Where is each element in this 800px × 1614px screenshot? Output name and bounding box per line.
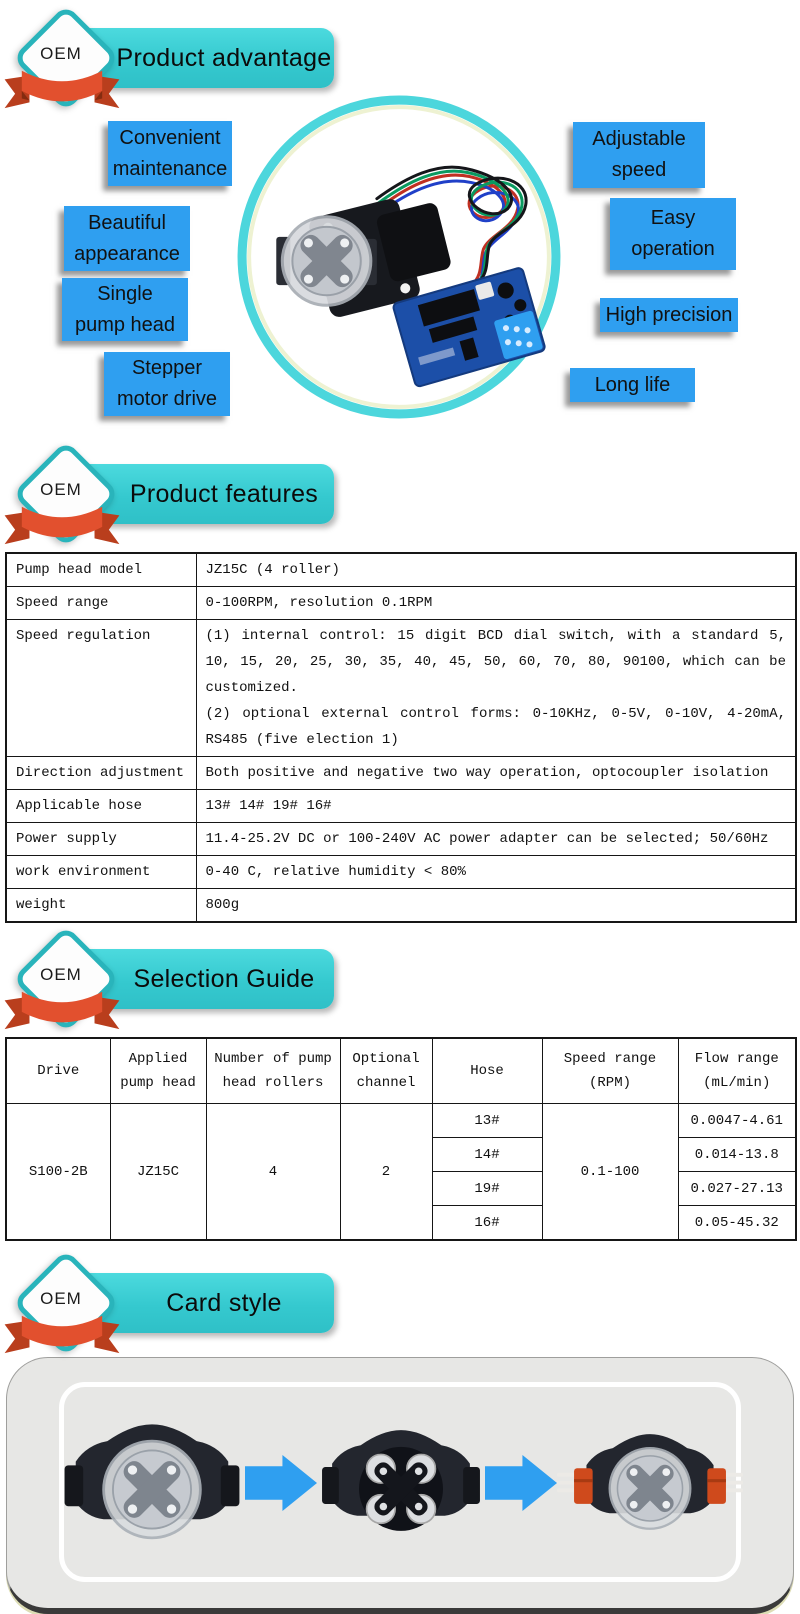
section-title-card-style: Card style xyxy=(166,1288,282,1317)
cell-rollers: 4 xyxy=(206,1104,340,1241)
cell-hose: 16# xyxy=(432,1206,542,1241)
product-photo-circle xyxy=(230,88,568,426)
feature-value: 11.4-25.2V DC or 100-240V AC power adapter can be selected; 50/60Hz xyxy=(196,823,796,856)
features-table xyxy=(5,552,797,923)
advantage-label-easy-operation: Easy operation xyxy=(610,198,736,270)
advantage-label-long-life: Long life xyxy=(570,368,695,402)
table-row xyxy=(6,1104,796,1138)
cell-flow: 0.014-13.8 xyxy=(678,1138,796,1172)
table-row xyxy=(6,856,796,889)
oem-badge-label: OEM xyxy=(40,480,82,499)
arrow-right-icon xyxy=(485,1455,557,1511)
feature-label: Speed range xyxy=(6,587,196,620)
col-header-channel: Optional channel xyxy=(340,1038,432,1104)
feature-label: weight xyxy=(6,889,196,923)
feature-label: Pump head model xyxy=(6,553,196,587)
ribbon-icon xyxy=(0,502,124,546)
advantage-label-single-pump-head: Single pump head xyxy=(62,278,188,341)
ribbon-icon xyxy=(0,1311,124,1355)
feature-label: Power supply xyxy=(6,823,196,856)
cell-hose: 14# xyxy=(432,1138,542,1172)
cell-channel: 2 xyxy=(340,1104,432,1241)
pump-head-open-photo xyxy=(317,1417,485,1549)
advantage-label-beautiful-appearance: Beautiful appearance xyxy=(64,206,190,271)
cell-drive: S100-2B xyxy=(6,1104,110,1241)
feature-value: (1) internal control: 15 digit BCD dial switch, with a standard 5, 10, 15, 20, 25, 30, 35, 40, 45, 50, 60, 70, 80, 90100, which can be customized. (2) optional external control forms: 0-10KHz, 0-5V, 0-10V, 4-20mA, RS485 (five election 1) xyxy=(196,620,796,757)
oem-badge-label: OEM xyxy=(40,1289,82,1308)
feature-label: Speed regulation xyxy=(6,620,196,757)
pump-head-with-tubes-photo xyxy=(557,1412,743,1554)
feature-value: 800g xyxy=(196,889,796,923)
section-title-selection: Selection Guide xyxy=(133,964,315,993)
cell-flow: 0.0047-4.61 xyxy=(678,1104,796,1138)
cell-pump-head: JZ15C xyxy=(110,1104,206,1241)
pump-head-closed-photo xyxy=(59,1412,245,1554)
feature-value: 13# 14# 19# 16# xyxy=(196,790,796,823)
advantage-diagram xyxy=(0,108,800,430)
card-style-panel xyxy=(6,1357,794,1614)
oem-badge xyxy=(8,1249,120,1361)
section-header-features xyxy=(6,444,800,544)
advantage-label-stepper-motor-drive: Stepper motor drive xyxy=(104,352,230,416)
section-title-features: Product features xyxy=(129,479,319,508)
page-title: Product advantage xyxy=(116,43,332,72)
table-row xyxy=(6,757,796,790)
pump-kit-photo xyxy=(230,88,568,426)
table-row xyxy=(6,587,796,620)
oem-badge xyxy=(8,4,120,116)
feature-value: Both positive and negative two way operation, optocoupler isolation xyxy=(196,757,796,790)
arrow-right-icon xyxy=(245,1455,317,1511)
advantage-label-convenient-maintenance: Convenient maintenance xyxy=(108,121,232,186)
feature-label: Direction adjustment xyxy=(6,757,196,790)
feature-label: Applicable hose xyxy=(6,790,196,823)
table-row xyxy=(6,620,796,757)
col-header-speed-range: Speed range (RPM) xyxy=(542,1038,678,1104)
oem-badge xyxy=(8,925,120,1037)
col-header-pump-head: Applied pump head xyxy=(110,1038,206,1104)
col-header-hose: Hose xyxy=(432,1038,542,1104)
feature-label: work environment xyxy=(6,856,196,889)
ribbon-icon xyxy=(0,66,124,110)
feature-value: JZ15C (4 roller) xyxy=(196,553,796,587)
cell-flow: 0.05-45.32 xyxy=(678,1206,796,1241)
col-header-rollers: Number of pump head rollers xyxy=(206,1038,340,1104)
selection-header-row xyxy=(6,1038,796,1104)
advantage-label-high-precision: High precision xyxy=(600,298,738,332)
col-header-drive: Drive xyxy=(6,1038,110,1104)
table-row xyxy=(6,553,796,587)
cell-hose: 13# xyxy=(432,1104,542,1138)
cell-hose: 19# xyxy=(432,1172,542,1206)
table-row xyxy=(6,790,796,823)
table-row xyxy=(6,823,796,856)
selection-table xyxy=(5,1037,797,1241)
ribbon-icon xyxy=(0,987,124,1031)
advantage-label-adjustable-speed: Adjustable speed xyxy=(573,122,705,188)
cell-flow: 0.027-27.13 xyxy=(678,1172,796,1206)
table-row xyxy=(6,889,796,923)
section-header-selection xyxy=(6,929,800,1029)
feature-value: 0-100RPM, resolution 0.1RPM xyxy=(196,587,796,620)
section-header-card-style xyxy=(6,1253,800,1353)
oem-badge-label: OEM xyxy=(40,44,82,63)
oem-badge xyxy=(8,440,120,552)
oem-badge-label: OEM xyxy=(40,965,82,984)
feature-value: 0-40 C, relative humidity < 80% xyxy=(196,856,796,889)
col-header-flow-range: Flow range (mL/min) xyxy=(678,1038,796,1104)
cell-speed-range: 0.1-100 xyxy=(542,1104,678,1241)
